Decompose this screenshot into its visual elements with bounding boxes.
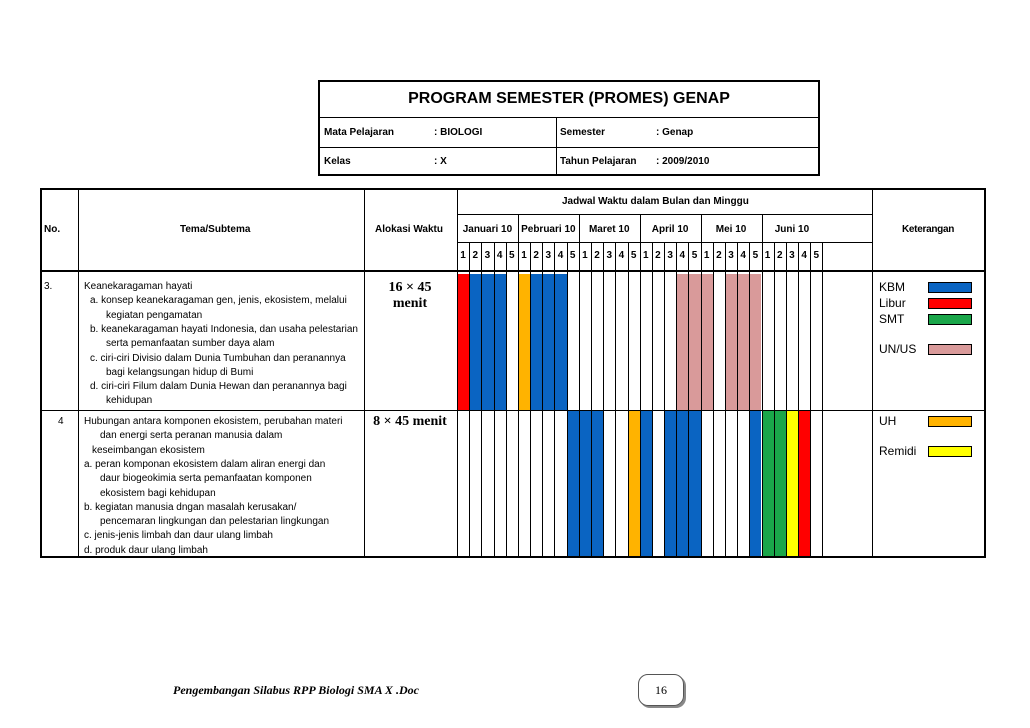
grid-line <box>364 188 365 558</box>
grid-line <box>506 242 507 558</box>
page-title: PROGRAM SEMESTER (PROMES) GENAP <box>320 82 818 118</box>
schedule-cell-unus <box>737 274 749 410</box>
kelas-value: : X <box>434 156 447 167</box>
schedule-cell-uh <box>518 274 530 410</box>
topic-line: b. keanekaragaman hayati Indonesia, dan usaha pelestarian <box>90 323 358 335</box>
week-number: 1 <box>460 250 466 261</box>
schedule-cell-kbm <box>567 410 579 556</box>
schedule-cell-unus <box>701 274 713 410</box>
schedule-cell-kbm <box>591 410 603 556</box>
week-number: 4 <box>740 250 746 261</box>
topic-line: dan energi serta peranan manusia dalam <box>100 430 283 442</box>
schedule-cell-remidi <box>786 410 798 556</box>
col-header-tema: Tema/Subtema <box>180 224 251 235</box>
week-number: 2 <box>472 250 479 261</box>
grid-line <box>579 214 580 242</box>
week-number: 3 <box>484 250 491 261</box>
grid-line <box>40 410 986 411</box>
mapel-value: : BIOLOGI <box>434 127 483 138</box>
grid-line <box>457 214 872 215</box>
week-number: 3 <box>606 250 613 261</box>
header-row-kelas <box>320 147 818 176</box>
grid-line <box>798 242 799 558</box>
topic-line: a. konsep keanekaragaman gen, jenis, ekosistem, melalui <box>90 295 347 307</box>
header-divider <box>556 118 557 176</box>
week-number: 5 <box>509 250 515 261</box>
month-label: Pebruari 10 <box>521 224 576 235</box>
grid-line <box>713 242 714 558</box>
schedule-cell-smt <box>762 410 774 556</box>
grid-line <box>554 242 555 558</box>
legend-label: Remidi <box>879 444 917 458</box>
schedule-cell-uh <box>628 410 640 556</box>
week-number: 2 <box>594 250 600 261</box>
week-number: 4 <box>801 250 807 261</box>
grid-line <box>530 242 531 558</box>
grid-line <box>40 270 986 272</box>
week-number: 1 <box>642 250 649 261</box>
schedule-cell-kbm <box>481 274 493 410</box>
week-number: 5 <box>752 250 759 261</box>
week-number: 2 <box>716 250 722 261</box>
week-number: 1 <box>582 250 588 261</box>
grid-line <box>469 242 470 558</box>
topic-line: Hubungan antara komponen ekosistem, perubahan materi <box>84 416 343 427</box>
month-label: Mei 10 <box>715 224 747 235</box>
week-number: 2 <box>655 250 661 261</box>
schedule-cell-red <box>798 410 810 556</box>
schedule-cell-kbm <box>530 274 542 410</box>
week-number: 4 <box>496 250 503 261</box>
grid-line <box>688 242 689 558</box>
grid-line <box>749 242 750 558</box>
grid-line <box>457 188 458 558</box>
schedule-cell-kbm <box>749 410 761 556</box>
grid-line <box>591 242 592 558</box>
grid-line <box>762 242 763 558</box>
legend-swatch <box>928 416 972 427</box>
week-number: 3 <box>789 250 795 261</box>
page-number: 16 <box>638 674 684 706</box>
col-header-jadwal: Jadwal Waktu dalam Bulan dan Minggu <box>562 196 749 207</box>
grid-line <box>701 242 702 558</box>
week-number: 4 <box>679 250 686 261</box>
semester-label: Semester <box>560 127 606 138</box>
grid-line <box>774 242 775 558</box>
grid-line <box>518 214 519 242</box>
semester-value: : Genap <box>656 127 694 138</box>
legend-swatch <box>928 344 972 355</box>
month-label: Januari 10 <box>462 224 513 235</box>
legend-label: KBM <box>879 280 906 294</box>
grid-line <box>725 242 726 558</box>
legend-swatch <box>928 298 972 309</box>
week-number: 5 <box>569 250 576 261</box>
schedule-cell-smt <box>774 410 786 556</box>
schedule-cell-unus <box>749 274 761 410</box>
schedule-cell-unus <box>676 274 688 410</box>
schedule-cell-kbm <box>469 274 481 410</box>
header-row-mapel <box>320 118 818 148</box>
week-number: 1 <box>764 250 771 261</box>
col-header-no: No. <box>44 224 61 235</box>
grid-line <box>518 242 519 558</box>
legend-label: SMT <box>879 312 905 326</box>
row-alokasi <box>364 280 456 312</box>
tahun-value: : 2009/2010 <box>656 156 710 167</box>
schedule-cell-unus <box>725 274 737 410</box>
schedule-cell-kbm <box>542 274 554 410</box>
alokasi-line: menit <box>392 296 428 311</box>
col-header-keterangan: Keterangan <box>902 224 955 235</box>
week-number: 5 <box>813 250 820 261</box>
footer-text: Pengembangan Silabus RPP Biologi SMA X .Doc <box>173 683 419 697</box>
topic-line: pencemaran lingkungan dan pelestarian lingkungan <box>100 516 330 528</box>
tahun-label: Tahun Pelajaran <box>560 156 637 167</box>
grid-line <box>664 242 665 558</box>
grid-line <box>822 242 823 558</box>
topic-line: keseimbangan ekosistem <box>92 444 205 456</box>
topic-line: d. produk daur ulang limbah <box>84 544 208 556</box>
legend-label: UN/US <box>879 342 917 356</box>
schedule-cell-kbm <box>688 410 700 556</box>
grid-line <box>737 242 738 558</box>
grid-line <box>640 214 641 242</box>
week-number: 2 <box>533 250 539 261</box>
schedule-cell-kbm <box>494 274 506 410</box>
grid-line <box>542 242 543 558</box>
grid-line <box>603 242 604 558</box>
grid-line <box>494 242 495 558</box>
grid-line <box>701 214 702 242</box>
topic-line: c. jenis-jenis limbah dan daur ulang limbah <box>84 530 273 542</box>
topic-line: c. ciri-ciri Divisio dalam Dunia Tumbuhan dan peranannya <box>90 352 346 364</box>
schedule-cell-red <box>457 274 469 410</box>
topic-line: daur biogeokimia serta pemanfaatan komponen <box>100 473 312 485</box>
legend-swatch <box>928 282 972 293</box>
week-number: 1 <box>703 250 710 261</box>
week-number: 4 <box>618 250 625 261</box>
week-number: 1 <box>521 250 527 261</box>
month-label: Juni 10 <box>774 224 810 235</box>
topic-line: a. peran komponan ekosistem dalam aliran energi dan <box>84 458 326 470</box>
schedule-cell-kbm <box>640 410 652 556</box>
week-number: 3 <box>728 250 734 261</box>
week-number: 3 <box>667 250 673 261</box>
grid-line <box>786 242 787 558</box>
grid-line <box>676 242 677 558</box>
grid-line <box>579 242 580 558</box>
mapel-label: Mata Pelajaran <box>324 127 395 138</box>
header-box <box>318 80 820 176</box>
grid-line <box>628 242 629 558</box>
legend-label: UH <box>879 414 897 428</box>
legend-label: Libur <box>879 296 906 310</box>
month-label: Maret 10 <box>588 224 630 235</box>
schedule-cell-kbm <box>579 410 591 556</box>
topic-line: Keanekaragaman hayati <box>84 281 193 292</box>
schedule-cell-kbm <box>554 274 566 410</box>
row-no: 4 <box>58 416 64 427</box>
topic-line: b. kegiatan manusia dngan masalah kerusakan/ <box>84 501 297 513</box>
alokasi-line: 16 × 45 <box>388 280 432 295</box>
grid-line <box>810 242 811 558</box>
topic-line: serta pemanfaatan sumber daya alam <box>106 338 275 350</box>
week-number: 4 <box>557 250 564 261</box>
schedule-cell-kbm <box>664 410 676 556</box>
schedule-cell-unus <box>688 274 700 410</box>
week-number: 2 <box>776 250 783 261</box>
grid-line <box>615 242 616 558</box>
row-no: 3. <box>44 281 53 292</box>
grid-line <box>652 242 653 558</box>
row-alokasi: 8 × 45 menit <box>373 414 447 429</box>
col-header-alokasi: Alokasi Waktu <box>375 224 443 235</box>
grid-line <box>481 242 482 558</box>
month-label: April 10 <box>651 224 689 235</box>
topic-line: kegiatan pengamatan <box>106 309 203 321</box>
week-number: 5 <box>691 250 698 261</box>
topic-line: kehidupan <box>106 395 153 407</box>
legend-swatch <box>928 314 972 325</box>
grid-line <box>762 214 763 242</box>
week-number: 5 <box>630 250 637 261</box>
grid-line <box>640 242 641 558</box>
schedule-cell-kbm <box>676 410 688 556</box>
legend-swatch <box>928 446 972 457</box>
kelas-label: Kelas <box>324 156 351 167</box>
topic-line: ekosistem bagi kehidupan <box>100 487 216 499</box>
week-number: 3 <box>545 250 552 261</box>
grid-line <box>78 188 79 558</box>
grid-line <box>872 188 873 558</box>
topic-line: bagi kelangsungan hidup di Bumi <box>106 366 254 378</box>
topic-line: d. ciri-ciri Filum dalam Dunia Hewan dan peranannya bagi <box>90 381 347 393</box>
grid-line <box>567 242 568 558</box>
